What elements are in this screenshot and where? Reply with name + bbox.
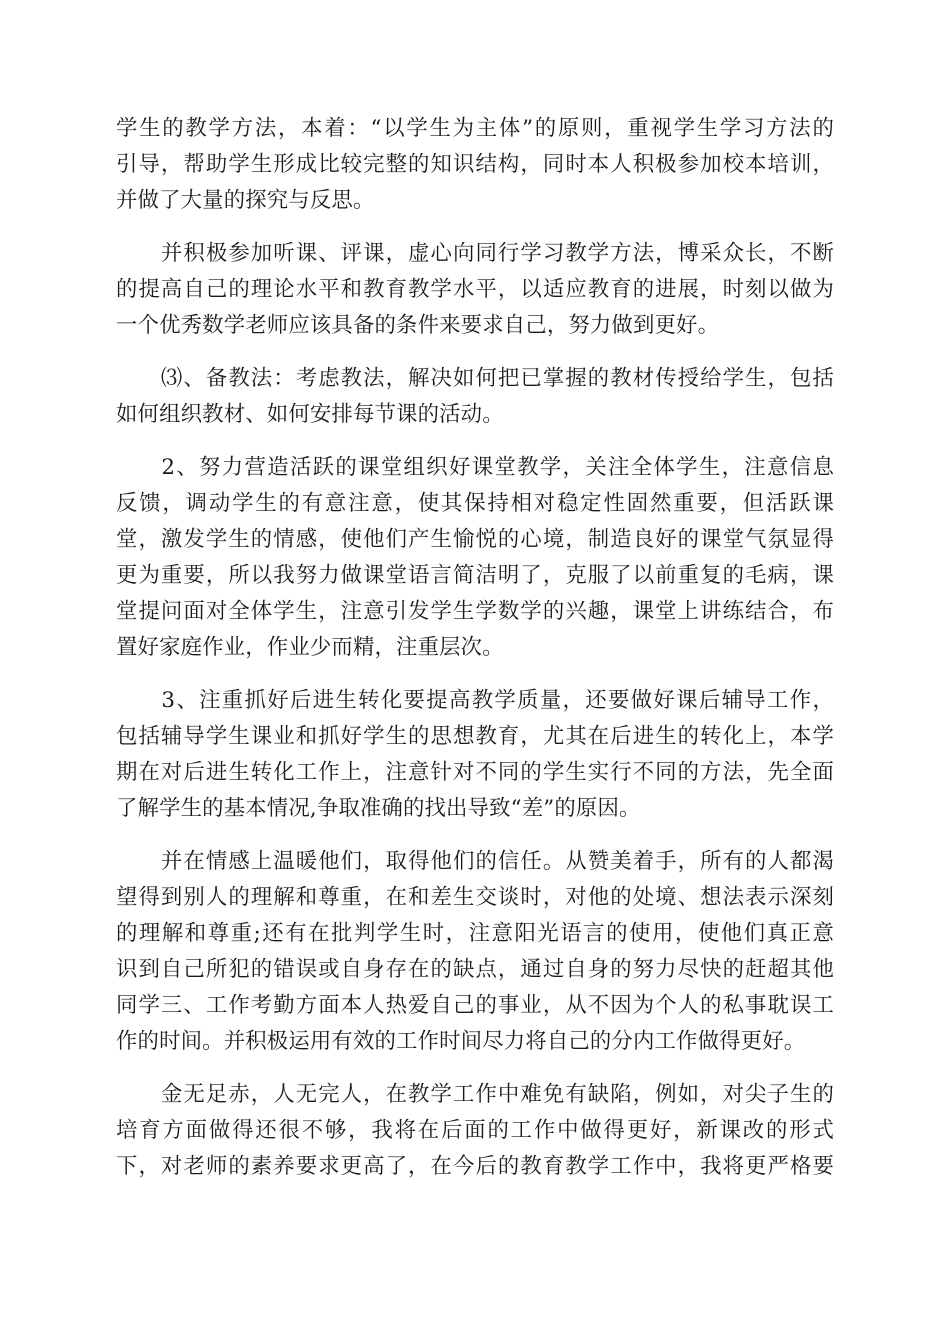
paragraph-3 bbox=[116, 361, 834, 433]
text-line: 一个优秀数学老师应该具备的条件来要求自己，努力做到更好。 bbox=[116, 313, 720, 338]
text-line: 堂，激发学生的情感，使他们产生愉悦的心境，制造良好的课堂气氛显得 bbox=[116, 527, 834, 552]
text-line: 期在对后进生转化工作上，注意针对不同的学生实行不同的方法，先全面 bbox=[116, 760, 834, 785]
text-line: 并积极参加听课、评课，虚心向同行学习教学方法，博采众长，不断 bbox=[116, 241, 834, 266]
text-line: 反馈，调动学生的有意注意，使其保持相对稳定性固然重要，但活跃课 bbox=[116, 491, 834, 516]
text-line: 包括辅导学生课业和抓好学生的思想教育，尤其在后进生的转化上，本学 bbox=[116, 724, 834, 749]
text-line: 并在情感上温暖他们，取得他们的信任。从赞美着手，所有的人都渴 bbox=[116, 849, 834, 874]
paragraph-4 bbox=[116, 450, 834, 666]
text-line: 培育方面做得还很不够，我将在后面的工作中做得更好，新课改的形式 bbox=[116, 1118, 834, 1143]
text-line: 作的时间。并积极运用有效的工作时间尽力将自己的分内工作做得更好。 bbox=[116, 1029, 806, 1054]
text-line: 的提高自己的理论水平和教育教学水平，以适应教育的进展，时刻以做为 bbox=[116, 277, 834, 302]
text-line: 金无足赤，人无完人，在教学工作中难免有缺陷，例如，对尖子生的 bbox=[116, 1082, 834, 1107]
text-line: 识到自己所犯的错误或自身存在的缺点，通过自身的努力尽快的赶超其他 bbox=[116, 957, 834, 982]
document-body bbox=[116, 111, 834, 1202]
text-line: 望得到别人的理解和尊重，在和差生交谈时，对他的处境、想法表示深刻 bbox=[116, 885, 834, 910]
paragraph-1 bbox=[116, 111, 834, 219]
text-line: 堂提问面对全体学生，注意引发学生学数学的兴趣，课堂上讲练结合，布 bbox=[116, 599, 834, 624]
text-line: 3、注重抓好后进生转化要提高教学质量，还要做好课后辅导工作， bbox=[116, 688, 834, 713]
text-line: ⑶、备教法：考虑教法，解决如何把已掌握的教材传授给学生，包括 bbox=[116, 366, 834, 391]
text-line: 同学三、工作考勤方面本人热爱自己的事业，从不因为个人的私事耽误工 bbox=[116, 993, 834, 1018]
text-line: 了解学生的基本情况,争取准确的找出导致“差”的原因。 bbox=[116, 796, 641, 821]
paragraph-5 bbox=[116, 683, 834, 827]
text-line: 置好家庭作业，作业少而精，注重层次。 bbox=[116, 635, 504, 660]
text-line: 2、努力营造活跃的课堂组织好课堂教学，关注全体学生，注意信息 bbox=[116, 455, 834, 480]
paragraph-6 bbox=[116, 844, 834, 1060]
text-line: 如何组织教材、如何安排每节课的活动。 bbox=[116, 402, 504, 427]
text-line: 的理解和尊重;还有在批判学生时，注意阳光语言的使用，使他们真正意 bbox=[116, 921, 834, 946]
text-line: 引导，帮助学生形成比较完整的知识结构，同时本人积极参加校本培训， bbox=[116, 152, 834, 177]
paragraph-7 bbox=[116, 1077, 834, 1185]
text-line: 更为重要，所以我努力做课堂语言简洁明了，克服了以前重复的毛病，课 bbox=[116, 563, 834, 588]
text-line: 下，对老师的素养要求更高了，在今后的教育教学工作中，我将更严格要 bbox=[116, 1154, 834, 1179]
paragraph-2 bbox=[116, 236, 834, 344]
text-line: 学生的教学方法，本着：“以学生为主体”的原则，重视学生学习方法的 bbox=[116, 116, 834, 141]
text-line: 并做了大量的探究与反思。 bbox=[116, 188, 375, 213]
